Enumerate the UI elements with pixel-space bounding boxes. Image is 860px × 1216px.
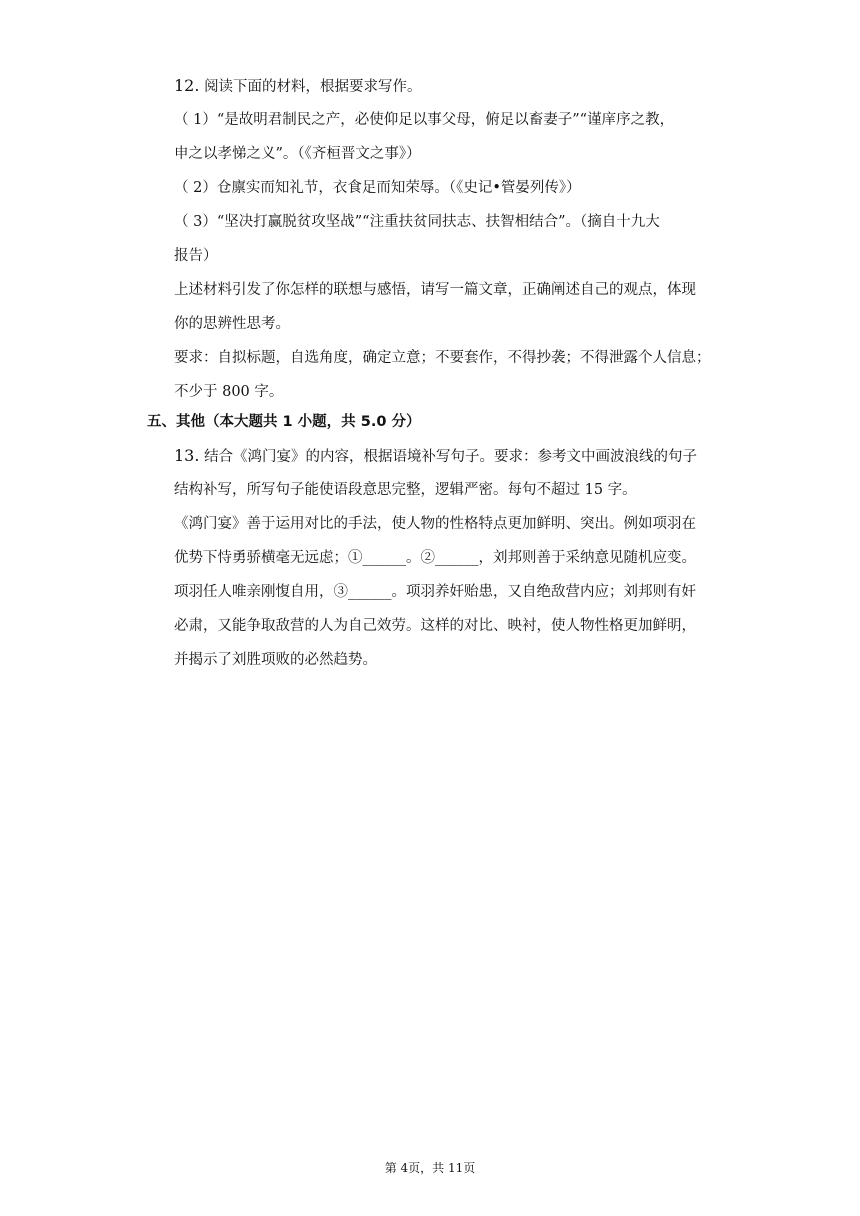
- q12-material-3-line-2: 报告）: [174, 248, 218, 264]
- section-5-heading: 五、其他（本大题共 1 小题，共 5.0 分）: [147, 414, 421, 430]
- q12-task-line-2: 你的思辨性思考。: [174, 316, 290, 332]
- q12-task-line-1: 上述材料引发了你怎样的联想与感悟，请写一篇文章，正确阐述自己的观点，体现: [174, 282, 696, 298]
- page-footer: 第 4页，共 11页: [384, 1161, 476, 1175]
- q13-passage-line-1: 《鸿门宴》善于运用对比的手法，使人物的性格特点更加鲜明、突出。例如项羽在: [174, 516, 696, 532]
- q12-requirements-line-1: 要求：自拟标题，自选角度，确定立意；不要套作，不得抄袭；不得泄露个人信息；: [174, 350, 711, 366]
- q13-passage-line-2: 优势下恃勇骄横毫无远虑；①______。②______，刘邦则善于采纳意见随机应变。: [174, 550, 696, 566]
- q12-material-1-line-1: （ 1）“是故明君制民之产，必使仰足以事父母，俯足以畜妻子”“谨庠序之教，: [174, 112, 675, 128]
- q13-prompt-line-2: 结构补写，所写句子能使语段意思完整，逻辑严密。每句不超过 15 字。: [174, 482, 637, 498]
- q12-prompt: 阅读下面的材料，根据要求写作。: [204, 79, 422, 95]
- q13-prompt: 结合《鸿门宴》的内容，根据语境补写句子。要求：参考文中画波浪线的句子: [204, 449, 698, 465]
- q12-material-2: （ 2）仓廪实而知礼节，衣食足而知荣辱。（《史记•管晏列传》）: [174, 180, 581, 196]
- q13-passage-line-3: 项羽任人唯亲刚愎自用，③______。项羽养奸贻患，又自绝敌营内应；刘邦则有奸: [174, 584, 696, 600]
- q13-number: 13.: [174, 446, 200, 465]
- q12-material-1-line-2: 申之以孝悌之义”。（《齐桓晋文之事》）: [174, 146, 421, 162]
- q12-prompt-line: [174, 76, 422, 97]
- q12-number: 12.: [174, 76, 200, 95]
- q12-material-3-line-1: （ 3）“坚决打赢脱贫攻坚战”“注重扶贫同扶志、扶智相结合”。（摘自十九大: [174, 214, 660, 230]
- q12-requirements-line-2: 不少于 800 字。: [174, 384, 284, 400]
- q13-passage-line-5: 并揭示了刘胜项败的必然趋势。: [174, 652, 377, 668]
- q13-prompt-line-1: [174, 446, 697, 467]
- q13-passage-line-4: 必肃，又能争取敌营的人为自己效劳。这样的对比、映衬，使人物性格更加鲜明，: [174, 618, 696, 634]
